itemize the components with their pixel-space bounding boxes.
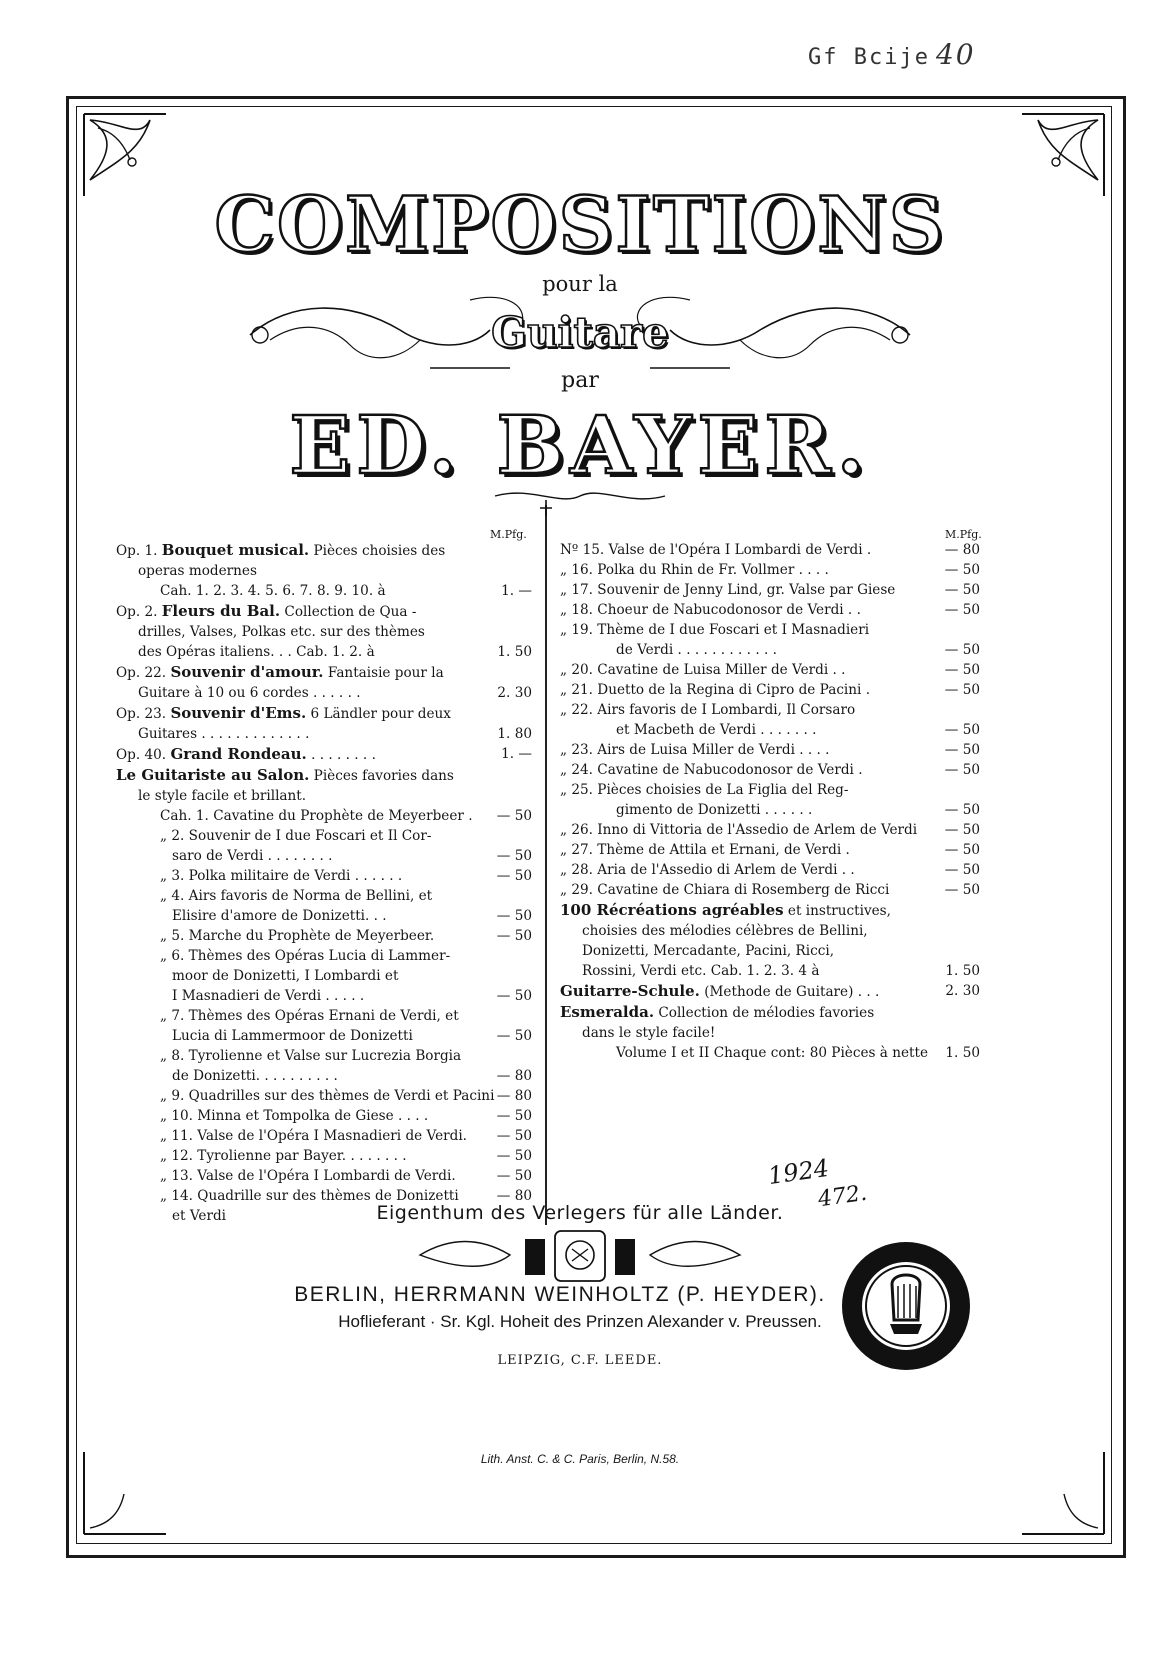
lithographer-line: Lith. Anst. C. & C. Paris, Berlin, N.58.	[480, 1452, 680, 1466]
entry-text: Op. 40.	[116, 747, 171, 763]
entry-price: 1. 50	[945, 1045, 980, 1061]
library-stamp-icon	[838, 1238, 974, 1374]
entry-text: Op. 2.	[116, 604, 162, 620]
entry-title	[560, 620, 980, 640]
entry-price: 2. 30	[497, 685, 532, 701]
catalogue-entry	[560, 1002, 980, 1023]
entry-text: „ 9. Quadrilles sur des thèmes de Verdi et Pacini	[160, 1088, 495, 1104]
entry-title	[116, 724, 532, 744]
entry-title	[560, 840, 980, 860]
entry-title	[116, 926, 532, 946]
entry-price: — 50	[944, 722, 980, 738]
entry-text: „ 24. Cavatine de Nabucodonosor de Verdi .	[560, 762, 863, 778]
catalogue-entry	[116, 765, 532, 786]
entry-text: le style facile et brillant.	[138, 788, 307, 804]
entry-text: „ 23. Airs de Luisa Miller de Verdi . . . .	[560, 742, 830, 758]
catalogue-entry	[116, 986, 532, 1006]
entry-text: „ 18. Choeur de Nabucodonosor de Verdi . .	[560, 602, 861, 618]
entry-text: „ 8. Tyrolienne et Valse sur Lucrezia Borgia	[160, 1048, 462, 1064]
catalogue-entry	[116, 846, 532, 866]
entry-description: Fantaisie pour la	[323, 665, 444, 681]
entry-price: 1. —	[501, 746, 532, 762]
catalogue-entry	[560, 660, 980, 680]
entry-price: — 50	[496, 848, 532, 864]
entry-price: — 50	[944, 562, 980, 578]
entry-bold-title: Esmeralda.	[560, 1003, 655, 1021]
entry-text: choisies des mélodies célèbres de Bellini,	[582, 923, 868, 939]
entry-title	[116, 683, 532, 703]
entry-text: „ 3. Polka militaire de Verdi . . . . . .	[160, 868, 403, 884]
catalogue-entry	[116, 826, 532, 846]
catalogue-entry	[116, 1006, 532, 1026]
entry-text: Cah. 1. 2. 3. 4. 5. 6. 7. 8. 9. 10. à	[160, 583, 386, 599]
catalogue-entry	[560, 1023, 980, 1043]
entry-text: „ 13. Valse de l'Opéra I Lombardi de Verdi.	[160, 1168, 456, 1184]
catalogue-entry	[560, 941, 980, 961]
entry-title	[560, 740, 980, 760]
catalogue-entry	[116, 622, 532, 642]
shelfmark	[808, 38, 976, 71]
entry-text: Donizetti, Mercadante, Pacini, Ricci,	[582, 943, 835, 959]
catalogue-entry	[116, 886, 532, 906]
catalogue-entry	[560, 840, 980, 860]
entry-title	[116, 601, 532, 622]
entry-text: „ 14. Quadrille sur des thèmes de Donizetti	[160, 1188, 459, 1204]
entry-title	[560, 540, 980, 560]
entry-text: operas modernes	[138, 563, 257, 579]
flourish-icon	[490, 486, 670, 506]
entry-title	[560, 1043, 980, 1063]
entry-price: 1. 50	[945, 963, 980, 979]
entry-price: — 50	[944, 762, 980, 778]
entry-bold-title: Souvenir d'Ems.	[170, 704, 307, 722]
catalogue-entry	[116, 946, 532, 966]
entry-text: „ 12. Tyrolienne par Bayer. . . . . . . .	[160, 1148, 407, 1164]
catalogue-entry	[116, 662, 532, 683]
entry-price: — 50	[944, 842, 980, 858]
composer-name: ED. BAYER.	[289, 398, 871, 492]
entry-title	[560, 880, 980, 900]
entry-text: drilles, Valses, Polkas etc. sur des thèmes	[138, 624, 425, 640]
entry-bold-title: Bouquet musical.	[161, 541, 310, 559]
catalogue-entry	[116, 926, 532, 946]
catalogue-entry	[560, 540, 980, 560]
entry-title	[116, 826, 532, 846]
entry-title	[116, 966, 532, 986]
entry-title	[116, 946, 532, 966]
entry-text: Volume I et II Chaque cont: 80 Pièces à nette	[616, 1045, 928, 1061]
catalogue-entry	[560, 760, 980, 780]
corner-ornament-icon	[1018, 1448, 1108, 1538]
catalogue-entry	[560, 800, 980, 820]
entry-title	[116, 1066, 532, 1086]
entry-text: Lucia di Lammermoor de Donizetti	[172, 1028, 413, 1044]
entry-price: — 50	[496, 1128, 532, 1144]
entry-title	[560, 660, 980, 680]
entry-title	[116, 1126, 532, 1146]
entry-title	[560, 961, 980, 981]
entry-title	[560, 1002, 980, 1023]
entry-text: Op. 23.	[116, 706, 171, 722]
entry-text: Guitare à 10 ou 6 cordes . . . . . .	[138, 685, 361, 701]
corner-ornament-icon	[80, 1448, 170, 1538]
catalogue-entry	[116, 561, 532, 581]
entry-bold-title: Le Guitariste au Salon.	[116, 766, 310, 784]
entry-description: Collection de Qua -	[280, 604, 417, 620]
entry-title	[116, 642, 532, 662]
entry-price: — 50	[496, 1108, 532, 1124]
catalogue-entry	[116, 724, 532, 744]
catalogue-entry	[560, 961, 980, 981]
catalogue-entry	[116, 581, 532, 601]
entry-text: „ 17. Souvenir de Jenny Lind, gr. Valse par Giese	[560, 582, 896, 598]
entry-title	[560, 560, 980, 580]
publisher-name: BERLIN, HERRMANN WEINHOLTZ (P. HEYDER).	[294, 1283, 826, 1306]
entry-text: „ 19. Thème de I due Foscari et I Masnadieri	[560, 622, 870, 638]
entry-price: 1. 80	[497, 726, 532, 742]
entry-title	[116, 561, 532, 581]
entry-text: Op. 22.	[116, 665, 171, 681]
entry-title	[116, 1166, 532, 1186]
entry-title	[560, 720, 980, 740]
entry-description: 6 Ländler pour deux	[306, 706, 451, 722]
entry-title	[116, 1086, 532, 1106]
entry-text: „ 2. Souvenir de I due Foscari et Il Cor-	[160, 828, 432, 844]
entry-description: Collection de mélodies favories	[654, 1005, 875, 1021]
entry-title	[116, 986, 532, 1006]
entry-title	[116, 1146, 532, 1166]
entry-price: 1. —	[501, 583, 532, 599]
catalogue-entry	[116, 786, 532, 806]
leipzig-agent: LEIPZIG, C.F. LEEDE.	[497, 1353, 663, 1368]
entry-title	[560, 1023, 980, 1043]
entry-text: et Macbeth de Verdi . . . . . . .	[616, 722, 817, 738]
entry-price: 2. 30	[945, 983, 980, 999]
catalogue-entry	[116, 703, 532, 724]
catalogue-entry	[116, 1166, 532, 1186]
entry-title	[560, 600, 980, 620]
shelfmark-text: Gf Bcije	[808, 45, 930, 70]
entry-price: — 80	[496, 1188, 532, 1204]
entry-price: — 50	[944, 602, 980, 618]
entry-text: „ 20. Cavatine de Luisa Miller de Verdi . .	[560, 662, 846, 678]
entry-title	[116, 622, 532, 642]
entry-bold-title: Guitarre-Schule.	[560, 982, 700, 1000]
entry-bold-title: Fleurs du Bal.	[161, 602, 281, 620]
entry-title	[560, 860, 980, 880]
entry-text: Elisire d'amore de Donizetti. . .	[172, 908, 387, 924]
entry-price: — 50	[496, 868, 532, 884]
entry-title	[116, 886, 532, 906]
catalogue-entry	[116, 1026, 532, 1046]
entry-description: et instructives,	[783, 903, 891, 919]
catalogue-entry	[116, 683, 532, 703]
entry-price: — 50	[496, 908, 532, 924]
entry-title	[116, 846, 532, 866]
entry-title	[116, 703, 532, 724]
entry-text: Nº 15. Valse de l'Opéra I Lombardi de Verdi .	[560, 542, 872, 558]
entry-title	[560, 700, 980, 720]
entry-price: — 50	[944, 862, 980, 878]
entry-title	[560, 640, 980, 660]
catalogue-entry	[560, 600, 980, 620]
price-header-left: M.Pfg.	[490, 528, 527, 541]
catalogue-entry	[560, 900, 980, 921]
hoflieferant-line: Hoflieferant · Sr. Kgl. Hoheit des Prinzen Alexander v. Preussen.	[338, 1312, 822, 1331]
entry-description: Pièces favories dans	[309, 768, 454, 784]
entry-title	[116, 540, 532, 561]
catalogue-entry	[560, 740, 980, 760]
catalogue-entry	[560, 640, 980, 660]
catalogue-entry	[560, 1043, 980, 1063]
shelfmark-number: 40	[935, 38, 976, 71]
entry-text: „ 10. Minna et Tompolka de Giese . . . .	[160, 1108, 429, 1124]
entry-text: Guitares . . . . . . . . . . . . .	[138, 726, 310, 742]
catalogue-entry	[560, 921, 980, 941]
catalogue-entry	[116, 1066, 532, 1086]
entry-text: „ 27. Thème de Attila et Ernani, de Verdi .	[560, 842, 850, 858]
entry-price: — 50	[944, 662, 980, 678]
catalogue-entry	[560, 780, 980, 800]
subtitle-par: par	[561, 368, 599, 393]
entry-text: des Opéras italiens. . . Cab. 1. 2. à	[138, 644, 375, 660]
entry-price: 1. 50	[497, 644, 532, 660]
entry-description: Pièces choisies des	[309, 543, 446, 559]
main-title: COMPOSITIONS	[214, 180, 946, 269]
entry-text: saro de Verdi . . . . . . . .	[172, 848, 333, 864]
entry-text: Op. 1.	[116, 543, 162, 559]
catalogue-entry	[116, 1106, 532, 1126]
corner-ornament-icon	[1018, 110, 1108, 200]
rights-notice: Eigenthum des Verlegers für alle Länder.	[376, 1202, 784, 1224]
entry-title	[116, 1106, 532, 1126]
entry-text: „ 22. Airs favoris de I Lombardi, Il Corsaro	[560, 702, 856, 718]
entry-title	[116, 906, 532, 926]
entry-price: — 80	[944, 542, 980, 558]
entry-text: „ 29. Cavatine de Chiara di Rosemberg de Ricci	[560, 882, 890, 898]
entry-description: . . . . . . . .	[306, 747, 376, 763]
entry-price: — 50	[944, 802, 980, 818]
entry-text: Rossini, Verdi etc. Cab. 1. 2. 3. 4 à	[582, 963, 820, 979]
catalogue-entry	[116, 1146, 532, 1166]
entry-title	[116, 786, 532, 806]
entry-text: I Masnadieri de Verdi . . . . .	[172, 988, 365, 1004]
left-catalogue-column	[116, 540, 532, 1226]
entry-title	[116, 765, 532, 786]
entry-title	[560, 780, 980, 800]
catalogue-entry	[560, 560, 980, 580]
entry-price: — 50	[496, 988, 532, 1004]
entry-price: — 50	[944, 822, 980, 838]
entry-title	[116, 581, 532, 601]
entry-text: de Verdi . . . . . . . . . . . .	[616, 642, 777, 658]
entry-price: — 50	[496, 1028, 532, 1044]
divider-cap-icon	[536, 498, 556, 518]
entry-description: (Methode de Guitare) . . .	[699, 984, 880, 1000]
entry-title	[560, 820, 980, 840]
catalogue-entry	[116, 966, 532, 986]
entry-bold-title: Souvenir d'amour.	[170, 663, 324, 681]
entry-title	[560, 800, 980, 820]
accession-number: 472.	[816, 1180, 869, 1213]
entry-title	[116, 1006, 532, 1026]
accession-year: 1924	[766, 1153, 831, 1191]
entry-title	[116, 806, 532, 826]
entry-title	[560, 941, 980, 961]
subtitle-pour: pour la	[542, 272, 618, 296]
catalogue-entry	[116, 1046, 532, 1066]
crest-ornament-icon	[410, 1225, 750, 1285]
entry-title	[560, 580, 980, 600]
right-catalogue-column	[560, 540, 980, 1063]
entry-text: „ 4. Airs favoris de Norma de Bellini, et	[160, 888, 433, 904]
catalogue-entry	[116, 866, 532, 886]
catalogue-entry	[560, 981, 980, 1002]
entry-text: „ 5. Marche du Prophète de Meyerbeer.	[160, 928, 435, 944]
entry-title	[560, 900, 980, 921]
entry-title	[116, 662, 532, 683]
subtitle-instrument: Guitare	[491, 308, 669, 357]
catalogue-entry	[560, 880, 980, 900]
entry-text: „ 25. Pièces choisies de La Figlia del Reg-	[560, 782, 849, 798]
catalogue-entry	[116, 540, 532, 561]
catalogue-entry	[116, 744, 532, 765]
entry-text: „ 26. Inno di Vittoria de l'Assedio de Arlem de Verdi	[560, 822, 918, 838]
catalogue-entry	[560, 580, 980, 600]
catalogue-entry	[560, 680, 980, 700]
entry-title	[116, 1046, 532, 1066]
catalogue-entry	[116, 806, 532, 826]
catalogue-entry	[560, 820, 980, 840]
entry-price: — 50	[496, 1148, 532, 1164]
catalogue-entry	[116, 601, 532, 622]
catalogue-entry	[116, 906, 532, 926]
catalogue-entry	[116, 1086, 532, 1106]
entry-title	[560, 760, 980, 780]
entry-text: „ 16. Polka du Rhin de Fr. Vollmer . . . .	[560, 562, 829, 578]
entry-text: „ 28. Aria de l'Assedio di Arlem de Verdi . .	[560, 862, 855, 878]
catalogue-entry	[560, 700, 980, 720]
entry-text: „ 11. Valse de l'Opéra I Masnadieri de Verdi.	[160, 1128, 467, 1144]
corner-ornament-icon	[80, 110, 170, 200]
entry-price: — 50	[944, 682, 980, 698]
entry-title	[560, 981, 980, 1002]
entry-price: — 50	[496, 808, 532, 824]
column-divider	[545, 505, 547, 1225]
entry-text: de Donizetti. . . . . . . . . .	[172, 1068, 338, 1084]
entry-price: — 50	[496, 928, 532, 944]
catalogue-entry	[116, 1126, 532, 1146]
entry-title	[116, 866, 532, 886]
entry-text: „ 21. Duetto de la Regina di Cipro de Pacini .	[560, 682, 871, 698]
entry-bold-title: Grand Rondeau.	[170, 745, 307, 763]
entry-text: gimento de Donizetti . . . . . .	[616, 802, 813, 818]
entry-price: — 50	[944, 742, 980, 758]
entry-text: „ 6. Thèmes des Opéras Lucia di Lammer-	[160, 948, 451, 964]
entry-price: — 80	[496, 1068, 532, 1084]
catalogue-entry	[116, 642, 532, 662]
entry-title	[560, 680, 980, 700]
entry-text: moor de Donizetti, I Lombardi et	[172, 968, 399, 984]
entry-price: — 50	[944, 882, 980, 898]
catalogue-entry	[560, 720, 980, 740]
entry-price: — 50	[944, 582, 980, 598]
entry-title	[116, 744, 532, 765]
catalogue-entry	[560, 620, 980, 640]
catalogue-entry	[560, 860, 980, 880]
price-header-right: M.Pfg.	[945, 528, 982, 541]
entry-text: dans le style facile!	[582, 1025, 716, 1041]
entry-text: „ 7. Thèmes des Opéras Ernani de Verdi, et	[160, 1008, 459, 1024]
entry-text: et Verdi	[172, 1208, 226, 1224]
entry-title	[116, 1026, 532, 1046]
entry-title	[560, 921, 980, 941]
entry-price: — 50	[944, 642, 980, 658]
entry-price: — 80	[496, 1088, 532, 1104]
entry-price: — 50	[496, 1168, 532, 1184]
entry-text: Cah. 1. Cavatine du Prophète de Meyerbeer .	[160, 808, 473, 824]
entry-bold-title: 100 Récréations agréables	[560, 901, 784, 919]
